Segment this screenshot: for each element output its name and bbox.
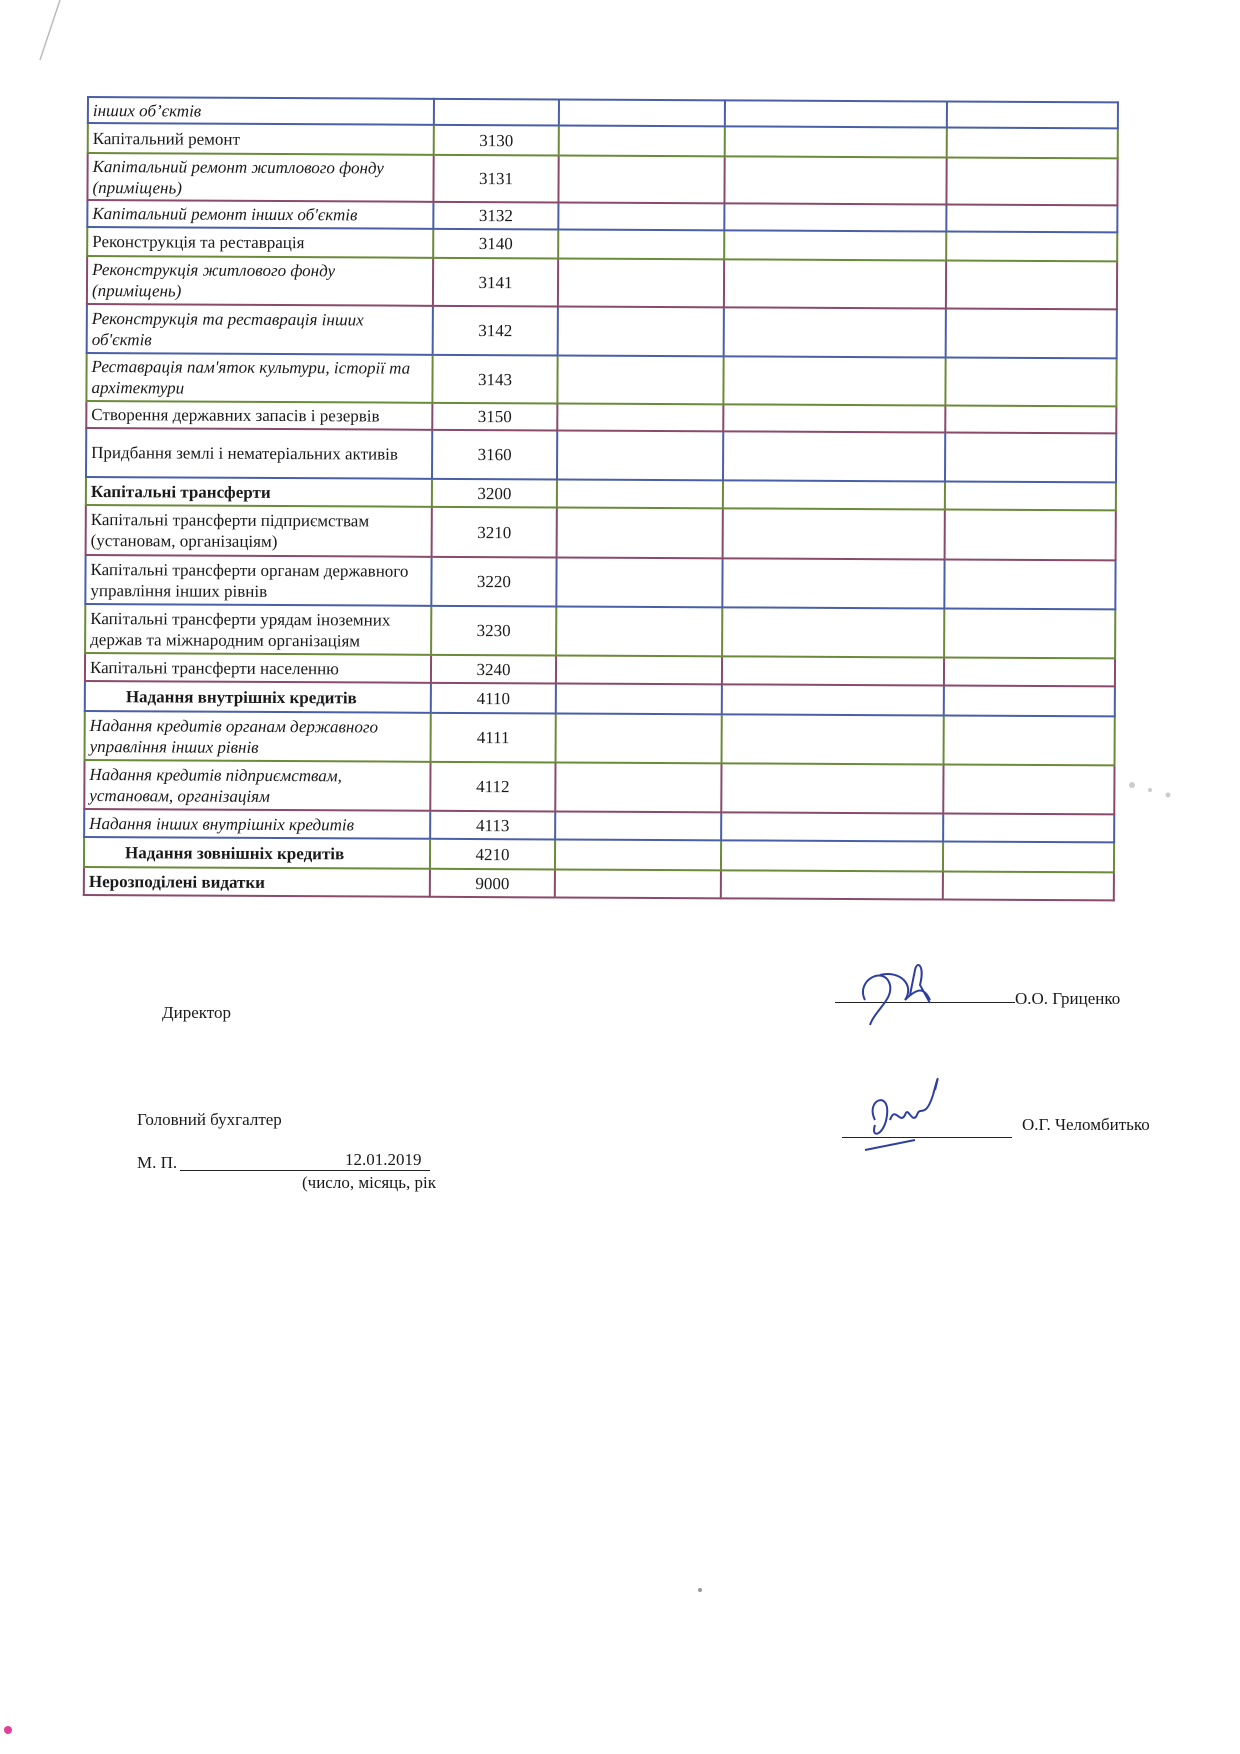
row-code: 3131 [433, 155, 558, 203]
row-label: Капітальні трансферти [86, 477, 432, 507]
row-label: Реконструкція та реставрація інших об'єктів [87, 304, 433, 355]
empty-value-cell [556, 713, 722, 763]
empty-value-cell [943, 841, 1114, 872]
empty-value-cell [558, 258, 724, 307]
row-code: 4111 [431, 713, 556, 763]
empty-value-cell [947, 128, 1118, 159]
row-label: Надання кредитів підприємствам, установам, організаціям [84, 760, 430, 811]
empty-value-cell [945, 432, 1116, 482]
row-code: 3141 [433, 258, 558, 307]
empty-value-cell [724, 230, 946, 260]
empty-value-cell [943, 871, 1114, 900]
row-label: Надання кредитів органам державного управління інших рівнів [85, 711, 431, 762]
row-code: 3230 [431, 606, 556, 656]
row-label: Реконструкція житлового фонду (приміщень) [87, 256, 433, 306]
table-row [85, 711, 1115, 765]
empty-value-cell [556, 655, 722, 684]
empty-value-cell [558, 155, 724, 203]
row-label: Капітальний ремонт житлового фонду (приміщень) [87, 153, 433, 202]
row-label: Реконструкція та реставрація [87, 227, 433, 258]
accountant-title: Головний бухгалтер [137, 1110, 282, 1129]
row-label: Реставрація пам'яток культури, історії та архітектури [86, 353, 432, 403]
empty-value-cell [946, 232, 1117, 262]
empty-value-cell [556, 606, 722, 656]
empty-value-cell [724, 259, 946, 308]
empty-value-cell [723, 508, 945, 559]
empty-value-cell [946, 205, 1117, 233]
table-row [86, 428, 1116, 482]
row-code: 3150 [432, 403, 557, 431]
empty-value-cell [555, 762, 721, 812]
empty-value-cell [723, 431, 945, 481]
empty-value-cell [945, 405, 1116, 433]
row-label: Капітальні трансферти населенню [85, 653, 431, 683]
empty-value-cell [721, 812, 943, 841]
accountant-signature [845, 1065, 955, 1160]
empty-value-cell [946, 158, 1117, 206]
row-code: 3200 [432, 479, 557, 508]
empty-value-cell [559, 99, 725, 126]
row-label: Капітальний ремонт [88, 123, 434, 155]
table-row [84, 760, 1114, 814]
accountant-name: О.Г. Челомбитько [1022, 1115, 1150, 1134]
empty-value-cell [557, 430, 723, 480]
empty-value-cell [724, 307, 946, 357]
row-label: Придбання землі і нематеріальних активів [86, 428, 432, 479]
empty-value-cell [555, 839, 721, 870]
row-code: 4113 [430, 811, 555, 840]
empty-value-cell [725, 126, 947, 157]
empty-value-cell [556, 557, 722, 607]
row-label: Капітальні трансферти органам державного управління інших рівнів [85, 555, 431, 606]
empty-value-cell [557, 507, 723, 558]
expenditure-table [83, 96, 1119, 901]
empty-value-cell [723, 480, 945, 509]
empty-value-cell [723, 356, 945, 405]
empty-value-cell [947, 102, 1118, 129]
row-label: Капітальні трансферти підприємствам (установам, організаціям) [86, 505, 432, 557]
empty-value-cell [943, 764, 1114, 814]
empty-value-cell [946, 309, 1117, 359]
table-row [87, 153, 1117, 205]
empty-value-cell [557, 403, 723, 431]
row-code: 3132 [433, 202, 558, 230]
director-title: Директор [162, 1003, 231, 1022]
empty-value-cell [944, 685, 1115, 716]
table-row [84, 867, 1114, 900]
row-code: 3130 [434, 125, 559, 156]
row-code: 4210 [430, 839, 555, 870]
row-label: інших об’єктів [88, 97, 434, 125]
stamp-label: М. П. [137, 1153, 178, 1172]
empty-value-cell [724, 156, 946, 204]
empty-value-cell [725, 100, 947, 127]
table-row [87, 256, 1117, 309]
date-caption: (число, місяць, рік [302, 1173, 437, 1192]
table-row [87, 304, 1117, 358]
empty-value-cell [944, 715, 1115, 765]
empty-value-cell [722, 558, 944, 608]
empty-value-cell [555, 811, 721, 840]
empty-value-cell [943, 813, 1114, 842]
empty-value-cell [721, 763, 943, 813]
row-code [434, 99, 559, 126]
table-row [86, 353, 1116, 406]
empty-value-cell [722, 684, 944, 715]
row-code: 3160 [432, 430, 557, 480]
row-code: 3220 [431, 557, 556, 607]
empty-value-cell [556, 683, 722, 714]
row-code: 3143 [432, 355, 557, 404]
table-row [86, 505, 1116, 560]
empty-value-cell [722, 656, 944, 685]
empty-value-cell [945, 509, 1116, 560]
empty-value-cell [724, 203, 946, 231]
row-label: Надання інших внутрішніх кредитів [84, 809, 430, 839]
table-row [85, 555, 1115, 609]
row-code: 9000 [430, 869, 555, 898]
row-label: Створення державних запасів і резервів [86, 401, 432, 430]
empty-value-cell [558, 202, 724, 230]
empty-value-cell [558, 306, 724, 356]
row-code: 4110 [431, 683, 556, 714]
empty-value-cell [945, 481, 1116, 510]
empty-value-cell [557, 355, 723, 404]
empty-value-cell [944, 559, 1115, 609]
empty-value-cell [558, 229, 724, 259]
empty-value-cell [944, 608, 1115, 658]
empty-value-cell [945, 357, 1116, 406]
date-value: 12.01.2019 [345, 1150, 422, 1169]
empty-value-cell [946, 261, 1117, 310]
row-code: 3210 [432, 507, 557, 558]
director-name: О.О. Гриценко [1015, 989, 1121, 1008]
row-label: Капітальний ремонт інших об'єктів [87, 200, 433, 229]
row-label: Надання зовнішніх кредитів [84, 837, 430, 869]
empty-value-cell [721, 870, 943, 899]
empty-value-cell [557, 479, 723, 508]
row-code: 4112 [430, 762, 555, 812]
date-line [180, 1170, 430, 1171]
row-code: 3140 [433, 229, 558, 259]
row-label: Надання внутрішніх кредитів [85, 681, 431, 713]
director-signature [845, 955, 955, 1040]
row-code: 3240 [431, 655, 556, 684]
row-label: Нерозподілені видатки [84, 867, 430, 897]
empty-value-cell [722, 714, 944, 764]
empty-value-cell [944, 657, 1115, 686]
row-label: Капітальні трансферти урядам іноземних держав та міжнародним організаціям [85, 604, 431, 655]
table-row [85, 604, 1115, 658]
empty-value-cell [555, 869, 721, 898]
empty-value-cell [559, 125, 725, 156]
empty-value-cell [722, 607, 944, 657]
empty-value-cell [723, 404, 945, 432]
empty-value-cell [721, 840, 943, 871]
row-code: 3142 [433, 306, 558, 356]
